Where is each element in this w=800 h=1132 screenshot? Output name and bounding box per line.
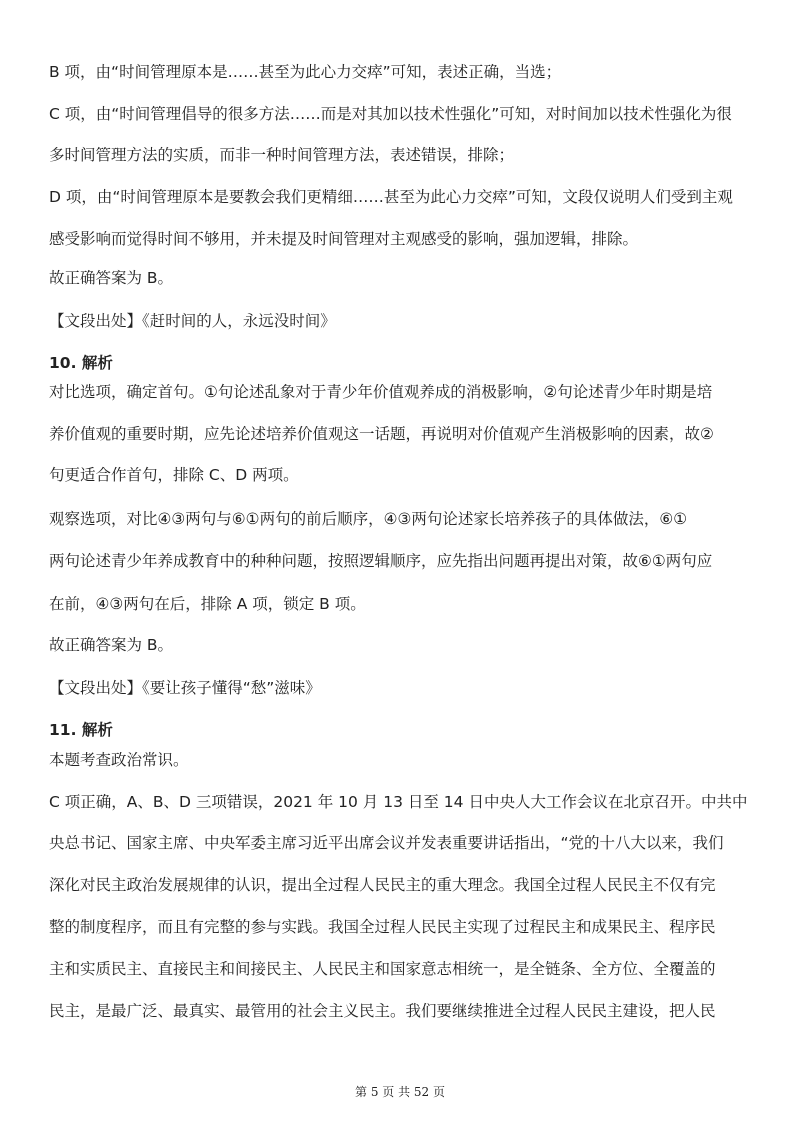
- text-line: 本题考查政治常识。: [49, 751, 189, 769]
- text-line: 对比选项，确定首句。①句论述乱象对于青少年价值观养成的消极影响，②句论述青少年时期是培: [49, 383, 713, 401]
- section-heading: 11. 解析: [49, 721, 113, 739]
- text-line: C 项，由“时间管理倡导的很多方法……而是对其加以技术性强化”可知，对时间加以技术性强化为很: [49, 105, 732, 123]
- text-line: 句更适合作首句，排除 C、D 两项。: [49, 466, 299, 484]
- text-line: B 项，由“时间管理原本是……甚至为此心力交瘁”可知，表述正确，当选；: [49, 63, 562, 81]
- text-line: 两句论述青少年养成教育中的种种问题，按照逻辑顺序，应先指出问题再提出对策，故⑥①两句应: [49, 552, 713, 570]
- page-footer: 第 5 页 共 52 页: [355, 1085, 445, 1099]
- text-line: 主和实质民主、直接民主和间接民主、人民民主和国家意志相统一，是全链条、全方位、全覆盖的: [49, 960, 716, 978]
- text-line: 故正确答案为 B。: [49, 636, 174, 654]
- source-citation: 【文段出处】《要让孩子懂得“愁”滋味》: [49, 679, 321, 697]
- text-line: 感受影响而觉得时间不够用，并未提及时间管理对主观感受的影响，强加逻辑，排除。: [49, 230, 639, 248]
- text-line: 多时间管理方法的实质，而非一种时间管理方法，表述错误，排除；: [49, 146, 515, 164]
- source-citation: 【文段出处】《赶时间的人，永远没时间》: [49, 312, 336, 330]
- text-line: 观察选项，对比④③两句与⑥①两句的前后顺序，④③两句论述家长培养孩子的具体做法，⑥①: [49, 510, 688, 528]
- text-line: 在前，④③两句在后，排除 A 项，锁定 B 项。: [49, 595, 366, 613]
- text-line: 故正确答案为 B。: [49, 269, 174, 287]
- text-line: 央总书记、国家主席、中央军委主席习近平出席会议并发表重要讲话指出，“党的十八大以来，我们: [49, 834, 724, 852]
- text-line: 深化对民主政治发展规律的认识，提出全过程人民民主的重大理念。我国全过程人民民主不仅有完: [49, 876, 716, 894]
- text-line: 整的制度程序，而且有完整的参与实践。我国全过程人民民主实现了过程民主和成果民主、程序民: [49, 918, 716, 936]
- text-line: D 项，由“时间管理原本是要教会我们更精细……甚至为此心力交瘁”可知，文段仅说明人们受到主观: [49, 188, 733, 206]
- text-line: 养价值观的重要时期，应先论述培养价值观这一话题，再说明对价值观产生消极影响的因素，故②: [49, 425, 714, 443]
- text-line: C 项正确，A、B、D 三项错误，2021 年 10 月 13 日至 14 日中央人大工作会议在北京召开。中共中: [49, 793, 748, 811]
- section-heading: 10. 解析: [49, 354, 113, 372]
- text-line: 民主，是最广泛、最真实、最管用的社会主义民主。我们要继续推进全过程人民民主建设，把人民: [49, 1002, 716, 1020]
